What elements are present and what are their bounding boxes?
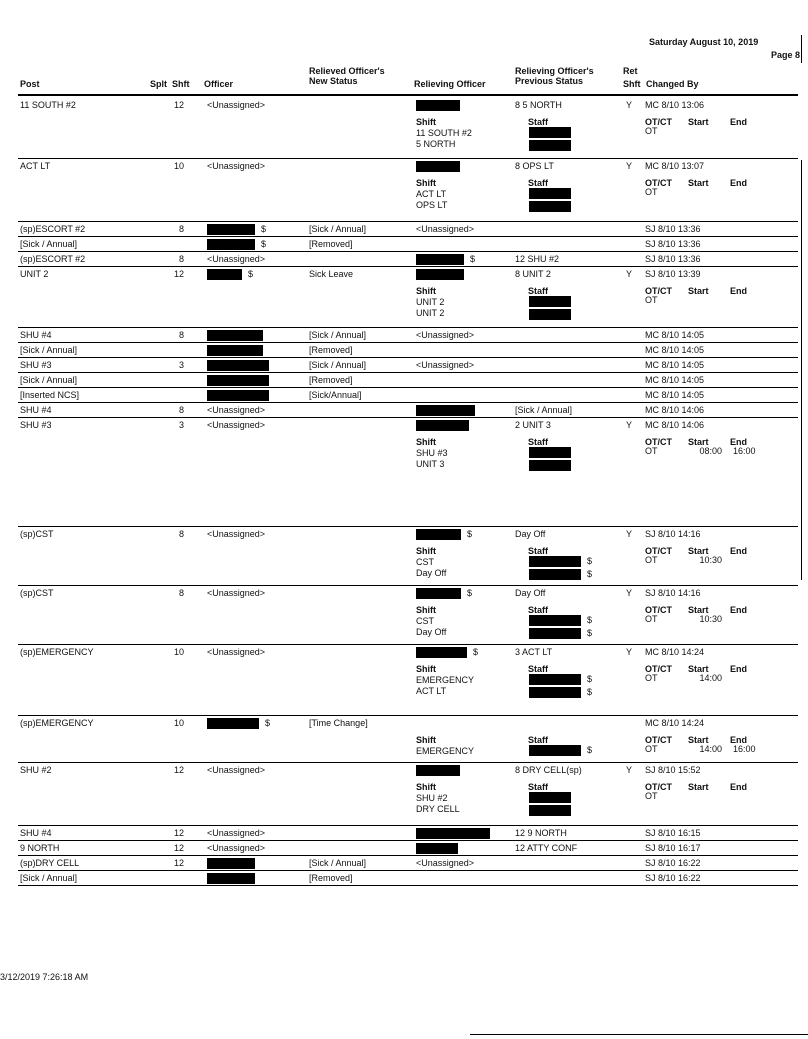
staff-redaction <box>529 745 581 756</box>
end-label: End <box>730 437 747 447</box>
staff-redaction <box>529 556 581 567</box>
otct-label: OT/CT <box>645 286 672 296</box>
relieving-redaction <box>416 765 460 776</box>
row-post: 11 SOUTH #2 <box>20 100 76 110</box>
col-ret-2: Shft <box>623 79 641 89</box>
row-previous-status: [Sick / Annual] <box>515 405 573 415</box>
row-post: SHU #4 <box>20 330 52 340</box>
row-post: [Sick / Annual] <box>20 345 78 355</box>
header-rule <box>18 94 798 96</box>
staff-redaction <box>529 674 581 685</box>
dollar-marker: $ <box>467 529 473 539</box>
start-label: Start <box>688 286 709 296</box>
shift-line-1: SHU #3 <box>416 448 448 458</box>
end-value: 16:00 <box>733 744 756 754</box>
row-shift: 12 <box>173 858 184 868</box>
start-label: Start <box>688 664 709 674</box>
shift-line-2: Day Off <box>416 568 447 578</box>
row-new-status: [Sick / Annual] <box>309 858 367 868</box>
print-timestamp: 3/12/2019 7:26:18 AM <box>0 972 89 982</box>
row-new-status: [Removed] <box>309 873 353 883</box>
shift-label: Shift <box>416 605 436 615</box>
row-changed-by: SJ 8/10 13:36 <box>645 254 701 264</box>
scan-edge <box>801 160 802 580</box>
row-changed-by: SJ 8/10 14:16 <box>645 529 701 539</box>
row-divider <box>18 327 798 328</box>
shift-line-2: Day Off <box>416 627 447 637</box>
staff-redaction <box>529 447 571 458</box>
officer-redaction <box>207 269 242 280</box>
row-new-status: [Removed] <box>309 345 353 355</box>
row-shift: 8 <box>178 588 184 598</box>
officer-redaction <box>207 239 255 250</box>
staff-redaction <box>529 805 571 816</box>
row-new-status: Sick Leave <box>309 269 354 279</box>
col-relieved-status-1: Relieved Officer's <box>309 66 385 76</box>
row-divider <box>18 855 798 856</box>
col-changed-by: Changed By <box>646 79 699 89</box>
staff-label: Staff <box>528 117 548 127</box>
officer-redaction <box>207 873 255 884</box>
start-label: Start <box>688 546 709 556</box>
relieving-redaction <box>416 100 460 111</box>
row-new-status: [Sick/Annual] <box>309 390 362 400</box>
shift-line-2: ACT LT <box>416 686 447 696</box>
shift-line-1: 11 SOUTH #2 <box>416 128 472 138</box>
dollar-marker: $ <box>467 588 473 598</box>
end-label: End <box>730 117 747 127</box>
end-label: End <box>730 782 747 792</box>
relieving-redaction <box>416 420 469 431</box>
row-divider <box>18 342 798 343</box>
staff-redaction <box>529 127 571 138</box>
row-officer: <Unassigned> <box>207 529 266 539</box>
start-label: Start <box>688 605 709 615</box>
row-officer: <Unassigned> <box>207 588 266 598</box>
shift-label: Shift <box>416 117 436 127</box>
end-label: End <box>730 664 747 674</box>
relieving-redaction <box>416 843 458 854</box>
row-officer: <Unassigned> <box>207 843 266 853</box>
row-post: [Sick / Annual] <box>20 239 78 249</box>
ot-value: OT <box>645 555 658 565</box>
officer-redaction <box>207 330 263 341</box>
staff-label: Staff <box>528 437 548 447</box>
shift-line-1: EMERGENCY <box>416 746 475 756</box>
officer-redaction <box>207 375 269 386</box>
dollar-marker: $ <box>587 556 593 566</box>
shift-line-1: CST <box>416 557 434 567</box>
row-post: (sp)ESCORT #2 <box>20 224 86 234</box>
shift-line-1: EMERGENCY <box>416 675 475 685</box>
row-new-status: [Sick / Annual] <box>309 360 367 370</box>
row-shift: 8 <box>178 330 184 340</box>
staff-redaction <box>529 628 581 639</box>
row-shift: 10 <box>173 647 184 657</box>
row-divider <box>18 825 798 826</box>
start-value: 10:30 <box>699 614 722 624</box>
row-ret: Y <box>626 529 633 539</box>
dollar-marker: $ <box>248 269 254 279</box>
row-changed-by: SJ 8/10 16:17 <box>645 843 701 853</box>
dollar-marker: $ <box>473 647 479 657</box>
ot-value: OT <box>645 614 658 624</box>
row-post: (sp)DRY CELL <box>20 858 80 868</box>
row-post: (sp)ESCORT #2 <box>20 254 86 264</box>
row-ret: Y <box>626 420 633 430</box>
row-divider <box>18 251 798 252</box>
shift-line-1: SHU #2 <box>416 793 448 803</box>
row-divider <box>18 644 798 645</box>
otct-label: OT/CT <box>645 664 672 674</box>
officer-redaction <box>207 345 263 356</box>
row-divider <box>18 266 798 267</box>
otct-label: OT/CT <box>645 117 672 127</box>
dollar-marker: $ <box>587 615 593 625</box>
dollar-marker: $ <box>587 674 593 684</box>
report-date: Saturday August 10, 2019 <box>649 37 759 47</box>
staff-redaction <box>529 309 571 320</box>
row-post: SHU #4 <box>20 828 52 838</box>
staff-label: Staff <box>528 782 548 792</box>
start-label: Start <box>688 117 709 127</box>
col-prev-status-1: Relieving Officer's <box>515 66 594 76</box>
relieving-redaction <box>416 828 490 839</box>
shift-label: Shift <box>416 735 436 745</box>
staff-label: Staff <box>528 664 548 674</box>
ot-value: OT <box>645 126 658 136</box>
row-post: 9 NORTH <box>20 843 60 853</box>
row-new-status: [Removed] <box>309 239 353 249</box>
col-officer: Officer <box>204 79 234 89</box>
staff-label: Staff <box>528 605 548 615</box>
col-prev-status-2: Previous Status <box>515 76 584 86</box>
row-shift: 8 <box>178 224 184 234</box>
row-officer: <Unassigned> <box>207 420 266 430</box>
staff-redaction <box>529 188 571 199</box>
start-label: Start <box>688 782 709 792</box>
row-changed-by: SJ 8/10 16:15 <box>645 828 701 838</box>
col-post: Post <box>20 79 40 89</box>
shift-label: Shift <box>416 178 436 188</box>
row-new-status: [Sick / Annual] <box>309 330 367 340</box>
row-divider <box>18 715 798 716</box>
row-shift: 12 <box>173 828 184 838</box>
staff-redaction <box>529 687 581 698</box>
row-shift: 12 <box>173 843 184 853</box>
row-relieving-officer: <Unassigned> <box>416 360 475 370</box>
row-previous-status: 8 OPS LT <box>515 161 554 171</box>
row-post: SHU #3 <box>20 360 52 370</box>
start-value: 08:00 <box>699 446 722 456</box>
col-relieving-officer: Relieving Officer <box>414 79 486 89</box>
row-changed-by: MC 8/10 14:06 <box>645 420 705 430</box>
row-shift: 12 <box>173 765 184 775</box>
row-divider <box>18 526 798 527</box>
row-officer: <Unassigned> <box>207 100 266 110</box>
row-officer: <Unassigned> <box>207 828 266 838</box>
row-previous-status: Day Off <box>515 588 546 598</box>
row-divider <box>18 387 798 388</box>
shift-label: Shift <box>416 664 436 674</box>
row-officer: <Unassigned> <box>207 405 266 415</box>
shift-line-2: UNIT 2 <box>416 308 445 318</box>
row-changed-by: SJ 8/10 16:22 <box>645 858 701 868</box>
dollar-marker: $ <box>261 239 267 249</box>
start-value: 14:00 <box>699 673 722 683</box>
row-previous-status: 8 UNIT 2 <box>515 269 551 279</box>
dollar-marker: $ <box>587 569 593 579</box>
row-shift: 3 <box>178 420 184 430</box>
row-divider <box>18 870 798 871</box>
row-divider <box>18 402 798 403</box>
row-changed-by: MC 8/10 14:05 <box>645 360 705 370</box>
col-relieved-status-2: New Status <box>309 76 358 86</box>
otct-label: OT/CT <box>645 735 672 745</box>
shift-line-1: CST <box>416 616 434 626</box>
row-relieving-officer: <Unassigned> <box>416 858 475 868</box>
ot-value: OT <box>645 295 658 305</box>
end-label: End <box>730 286 747 296</box>
row-divider <box>18 221 798 222</box>
row-divider <box>18 840 798 841</box>
start-value: 10:30 <box>699 555 722 565</box>
row-post: (sp)CST <box>20 529 54 539</box>
relieving-redaction <box>416 647 467 658</box>
row-shift: 10 <box>173 161 184 171</box>
shift-label: Shift <box>416 437 436 447</box>
row-shift: 12 <box>173 100 184 110</box>
row-divider <box>18 236 798 237</box>
dollar-marker: $ <box>587 628 593 638</box>
row-previous-status: 12 ATTY CONF <box>515 843 578 853</box>
shift-line-1: ACT LT <box>416 189 447 199</box>
shift-line-2: OPS LT <box>416 200 448 210</box>
row-divider <box>18 762 798 763</box>
row-previous-status: 8 DRY CELL(sp) <box>515 765 582 775</box>
otct-label: OT/CT <box>645 605 672 615</box>
row-changed-by: MC 8/10 14:05 <box>645 390 705 400</box>
shift-label: Shift <box>416 286 436 296</box>
row-previous-status: 12 9 NORTH <box>515 828 567 838</box>
row-ret: Y <box>626 161 633 171</box>
row-changed-by: MC 8/10 14:24 <box>645 647 705 657</box>
dollar-marker: $ <box>261 224 267 234</box>
row-changed-by: SJ 8/10 13:36 <box>645 239 701 249</box>
officer-redaction <box>207 718 259 729</box>
officer-redaction <box>207 858 255 869</box>
staff-label: Staff <box>528 546 548 556</box>
row-changed-by: SJ 8/10 13:39 <box>645 269 701 279</box>
otct-label: OT/CT <box>645 546 672 556</box>
otct-label: OT/CT <box>645 782 672 792</box>
officer-redaction <box>207 224 255 235</box>
row-relieving-officer: <Unassigned> <box>416 224 475 234</box>
row-shift: 8 <box>178 529 184 539</box>
col-ret-1: Ret <box>623 66 638 76</box>
officer-redaction <box>207 360 269 371</box>
row-previous-status: 8 5 NORTH <box>515 100 562 110</box>
row-ret: Y <box>626 269 633 279</box>
row-post: [Inserted NCS] <box>20 390 80 400</box>
shift-line-2: UNIT 3 <box>416 459 445 469</box>
row-divider <box>18 158 798 159</box>
row-previous-status: 12 SHU #2 <box>515 254 560 264</box>
end-label: End <box>730 546 747 556</box>
shift-label: Shift <box>416 546 436 556</box>
relieving-redaction <box>416 161 460 172</box>
row-changed-by: MC 8/10 13:07 <box>645 161 705 171</box>
row-post: SHU #4 <box>20 405 52 415</box>
end-value: 16:00 <box>733 446 756 456</box>
row-changed-by: SJ 8/10 16:22 <box>645 873 701 883</box>
ot-value: OT <box>645 791 658 801</box>
officer-redaction <box>207 390 269 401</box>
scan-edge <box>801 35 802 63</box>
row-ret: Y <box>626 100 633 110</box>
page-number: Page 8 <box>771 50 801 60</box>
row-officer: <Unassigned> <box>207 765 266 775</box>
row-post: UNIT 2 <box>20 269 49 279</box>
row-changed-by: SJ 8/10 15:52 <box>645 765 701 775</box>
row-shift: 10 <box>173 718 184 728</box>
row-ret: Y <box>626 765 633 775</box>
staff-redaction <box>529 615 581 626</box>
row-changed-by: SJ 8/10 13:36 <box>645 224 701 234</box>
row-officer: <Unassigned> <box>207 254 266 264</box>
dollar-marker: $ <box>587 745 593 755</box>
row-changed-by: MC 8/10 14:24 <box>645 718 705 728</box>
row-post: [Sick / Annual] <box>20 873 78 883</box>
ot-value: OT <box>645 744 658 754</box>
relieving-redaction <box>416 529 461 540</box>
col-shft: Shft <box>172 79 190 89</box>
start-label: Start <box>688 437 709 447</box>
row-ret: Y <box>626 647 633 657</box>
row-new-status: [Sick / Annual] <box>309 224 367 234</box>
bottom-scan-line <box>470 1034 808 1035</box>
row-shift: 8 <box>178 254 184 264</box>
row-divider <box>18 372 798 373</box>
otct-label: OT/CT <box>645 437 672 447</box>
end-label: End <box>730 605 747 615</box>
row-officer: <Unassigned> <box>207 647 266 657</box>
row-new-status: [Removed] <box>309 375 353 385</box>
staff-label: Staff <box>528 286 548 296</box>
staff-label: Staff <box>528 178 548 188</box>
end-label: End <box>730 178 747 188</box>
shift-label: Shift <box>416 782 436 792</box>
staff-redaction <box>529 201 571 212</box>
row-relieving-officer: <Unassigned> <box>416 330 475 340</box>
row-ret: Y <box>626 588 633 598</box>
row-post: ACT LT <box>20 161 51 171</box>
staff-redaction <box>529 460 571 471</box>
row-divider <box>18 885 798 886</box>
row-post: [Sick / Annual] <box>20 375 78 385</box>
row-post: SHU #2 <box>20 765 52 775</box>
row-previous-status: Day Off <box>515 529 546 539</box>
end-label: End <box>730 735 747 745</box>
row-changed-by: MC 8/10 14:05 <box>645 375 705 385</box>
relieving-redaction <box>416 269 464 280</box>
staff-redaction <box>529 296 571 307</box>
ot-value: OT <box>645 446 658 456</box>
start-label: Start <box>688 178 709 188</box>
row-changed-by: MC 8/10 14:06 <box>645 405 705 415</box>
dollar-marker: $ <box>587 687 593 697</box>
row-shift: 8 <box>178 405 184 415</box>
row-new-status: [Time Change] <box>309 718 368 728</box>
dollar-marker: $ <box>265 718 271 728</box>
start-label: Start <box>688 735 709 745</box>
row-officer: <Unassigned> <box>207 161 266 171</box>
relieving-redaction <box>416 405 475 416</box>
staff-redaction <box>529 569 581 580</box>
row-shift: 3 <box>178 360 184 370</box>
shift-line-1: UNIT 2 <box>416 297 445 307</box>
ot-value: OT <box>645 673 658 683</box>
row-post: (sp)EMERGENCY <box>20 718 94 728</box>
row-changed-by: SJ 8/10 14:16 <box>645 588 701 598</box>
col-splt: Splt <box>150 79 167 89</box>
row-previous-status: 2 UNIT 3 <box>515 420 551 430</box>
row-shift: 12 <box>173 269 184 279</box>
relieving-redaction <box>416 588 461 599</box>
shift-line-2: 5 NORTH <box>416 139 456 149</box>
row-post: SHU #3 <box>20 420 52 430</box>
ot-value: OT <box>645 187 658 197</box>
otct-label: OT/CT <box>645 178 672 188</box>
row-divider <box>18 357 798 358</box>
row-divider <box>18 585 798 586</box>
dollar-marker: $ <box>470 254 476 264</box>
row-post: (sp)EMERGENCY <box>20 647 94 657</box>
row-changed-by: MC 8/10 14:05 <box>645 330 705 340</box>
start-value: 14:00 <box>699 744 722 754</box>
staff-redaction <box>529 792 571 803</box>
row-previous-status: 3 ACT LT <box>515 647 553 657</box>
row-changed-by: MC 8/10 13:06 <box>645 100 705 110</box>
shift-line-2: DRY CELL <box>416 804 460 814</box>
row-divider <box>18 417 798 418</box>
staff-redaction <box>529 140 571 151</box>
staff-label: Staff <box>528 735 548 745</box>
row-changed-by: MC 8/10 14:05 <box>645 345 705 355</box>
relieving-redaction <box>416 254 464 265</box>
row-post: (sp)CST <box>20 588 54 598</box>
